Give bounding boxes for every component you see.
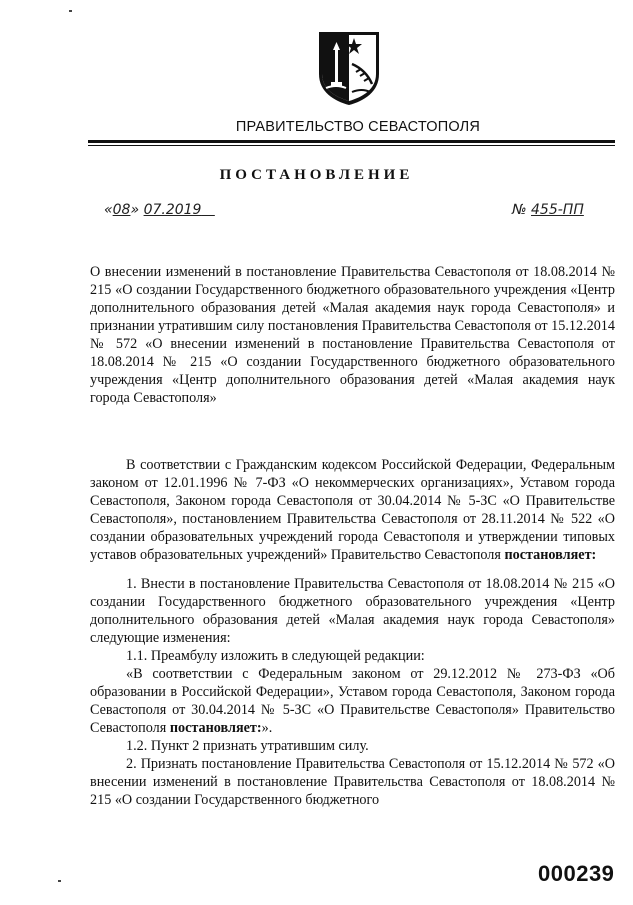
date-open-quote: « xyxy=(104,202,113,218)
item-1: 1. Внести в постановление Правительства Севастополя от 18.08.2014 № 215 «О создании Государственного бюджетного образовательного учреждения «Центр дополнительного образования детей «Малая академия наук города Севастополя» следующие изменения: xyxy=(90,576,615,646)
document-type: ПОСТАНОВЛЕНИЕ xyxy=(219,167,414,183)
scan-mark xyxy=(58,880,61,882)
item-1-2: 1.2. Пункт 2 признать утратившим силу. xyxy=(126,738,369,754)
document-body xyxy=(90,456,615,809)
item-1-1-quote xyxy=(90,665,615,737)
document-subject: О внесении изменений в постановление Правительства Севастополя от 18.08.2014 № 215 «О создании Государственного бюджетного образовательного учреждения «Центр дополнительного образования детей «Малая академия наук города Севастополя» и признании утратившим силу постановления Правительства Севастополя от 15.12.2014 № 572 «О внесении изменений в постановление Правительства Севастополя от 18.08.2014 № 215 «О создании Государственного бюджетного образовательного учреждения «Центр дополнительного образования детей «Малая академия наук города Севастополя» xyxy=(90,264,615,406)
item-1-1: 1.1. Преамбулу изложить в следующей редакции: xyxy=(126,648,425,664)
org-title: ПРАВИТЕЛЬСТВО СЕВАСТОПОЛЯ xyxy=(235,119,481,135)
preamble-text: В соответствии с Гражданским кодексом Российской Федерации, Федеральным законом от 12.01.1996 № 7-ФЗ «О некоммерческих организациях», Уставом города Севастополя, Законом города Севастополя от 30.04.2014 № 5-ЗС «О Правительстве Севастополя», постановлением Правительства Севастополя от 28.11.2014 № 522 «О создании образовательных учреждений города Севастополя и утверждении типовых уставов образовательных учреждений» Правительство Севастополя xyxy=(90,457,615,563)
quote-end: ». xyxy=(261,720,273,736)
number-prefix: № xyxy=(512,202,527,218)
preamble-paragraph xyxy=(90,456,615,564)
document-date xyxy=(104,202,215,218)
quote-resolves: постановляет: xyxy=(169,720,262,736)
date-close-quote: » xyxy=(130,202,140,218)
header-rule-thick xyxy=(88,140,615,143)
date-day: 08 xyxy=(112,202,131,218)
document-number xyxy=(512,202,584,218)
item-2: 2. Признать постановление Правительства Севастополя от 15.12.2014 № 572 «О внесении изменений в постановление Правительства Севастополя от 18.08.2014 № 215 «О создании Государственного бюджетного xyxy=(90,756,615,808)
number-value: 455-ПП xyxy=(531,202,584,218)
sevastopol-coat-of-arms-icon xyxy=(316,30,382,106)
date-month-year: 07.2019 xyxy=(143,202,202,218)
preamble-resolves: постановляет: xyxy=(504,547,597,563)
form-serial-number: 000239 xyxy=(538,861,615,886)
header-rule-thin xyxy=(88,145,615,146)
scan-mark xyxy=(69,10,72,12)
quote-text: «В соответствии с Федеральным законом от 29.12.2012 № 273-ФЗ «Об образовании в Российской Федерации», Уставом города Севастополя, Законом города Севастополя от 30.04.2014 № 5-ЗС «О Правительстве Севастополя» Правительство Севастополя xyxy=(90,666,615,736)
